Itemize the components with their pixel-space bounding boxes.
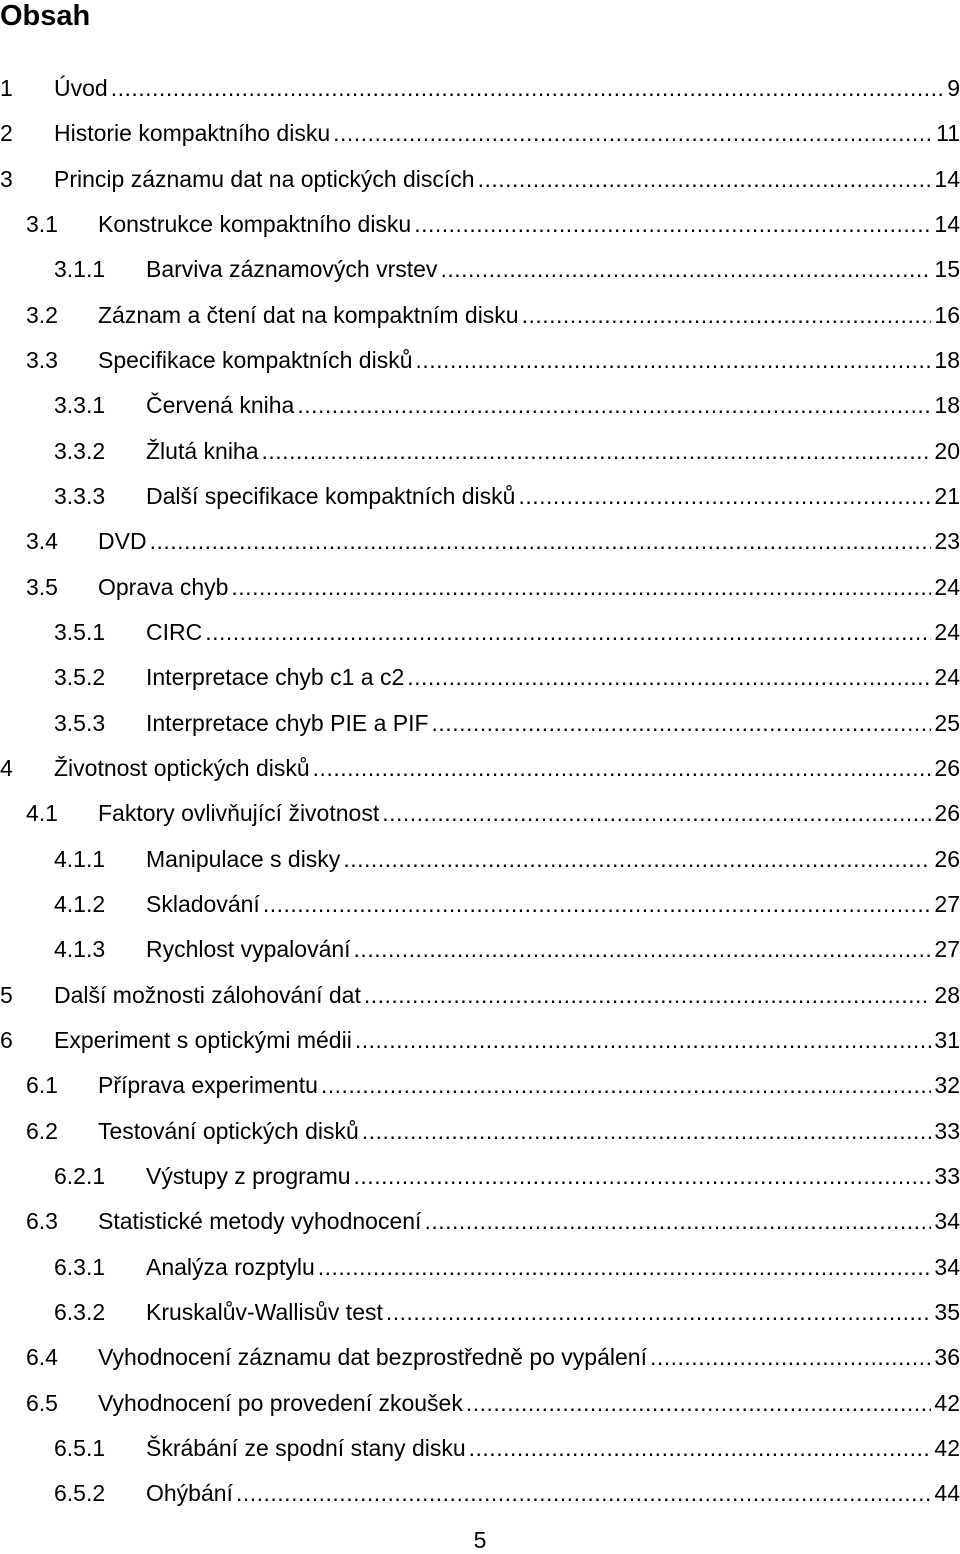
toc-entry	[0, 202, 960, 247]
toc-dot-leader	[650, 1335, 931, 1380]
toc-entry-number: 6	[0, 1026, 13, 1053]
toc-entry-link[interactable]	[98, 202, 960, 247]
toc-dot-leader	[364, 973, 932, 1018]
toc-entry	[0, 746, 960, 791]
toc-entry-title: Další možnosti zálohování dat	[54, 981, 361, 1008]
toc-entry-page: 44	[934, 1480, 960, 1507]
toc-entry-title: Specifikace kompaktních disků	[98, 346, 413, 373]
toc-dot-leader	[313, 746, 932, 791]
toc-entry-number: 6.3.2	[54, 1298, 106, 1325]
toc-entry-title: Oprava chyb	[98, 573, 229, 600]
toc-entry	[0, 927, 960, 972]
toc-entry-number: 3.5.2	[54, 664, 106, 691]
toc-entry-link[interactable]	[54, 157, 960, 202]
toc-entry-title: CIRC	[146, 618, 203, 645]
toc-entry-number: 6.5.2	[54, 1480, 106, 1507]
toc-entry	[0, 1245, 960, 1290]
toc-entry	[0, 973, 960, 1018]
toc-entry-number: 3.1.1	[54, 256, 106, 283]
toc-entry-title: Výstupy z programu	[146, 1162, 351, 1189]
toc-entry-page: 9	[947, 75, 960, 101]
toc-entry	[0, 338, 960, 383]
toc-entry-number: 6.2.1	[54, 1162, 106, 1189]
toc-dot-leader	[469, 1426, 932, 1471]
toc-dot-leader	[355, 1018, 932, 1063]
toc-entry-page: 18	[934, 346, 960, 373]
toc-entry-number: 6.5.1	[54, 1434, 106, 1461]
toc-entry-page: 33	[934, 1117, 960, 1144]
toc-entry	[0, 1199, 960, 1244]
toc-entry-number: 3.5.3	[54, 709, 106, 736]
toc-entry-page: 28	[934, 981, 960, 1008]
toc-entry-title: Rychlost vypalování	[146, 936, 351, 963]
toc-entry-link[interactable]	[98, 1109, 960, 1154]
toc-entry-number: 3.4	[26, 528, 58, 555]
toc-entry-link[interactable]	[146, 1471, 960, 1516]
toc-entry-page: 32	[934, 1072, 960, 1099]
toc-dot-leader	[518, 474, 931, 519]
toc-dot-leader	[343, 837, 931, 882]
page-title: Obsah	[0, 0, 91, 32]
toc-entry-page: 35	[934, 1298, 960, 1325]
table-of-contents	[0, 66, 960, 1517]
toc-entry-link[interactable]	[146, 429, 960, 474]
toc-entry-title: Škrábání ze spodní stany disku	[146, 1434, 466, 1461]
toc-entry	[0, 610, 960, 655]
toc-entry-number: 3.3.1	[54, 392, 106, 419]
toc-entry-number: 5	[0, 981, 13, 1008]
toc-entry-title: Příprava experimentu	[98, 1072, 318, 1099]
toc-entry-title: Vyhodnocení po provedení zkoušek	[98, 1389, 463, 1416]
toc-entry-title: Manipulace s disky	[146, 845, 341, 872]
toc-entry-title: Experiment s optickými médii	[54, 1026, 352, 1053]
toc-entry-page: 24	[934, 618, 960, 645]
toc-entry	[0, 1381, 960, 1426]
toc-entry-link[interactable]	[98, 791, 960, 836]
toc-entry-title: Červená kniha	[146, 392, 295, 419]
toc-entry-title: Princip záznamu dat na optických discích	[54, 165, 475, 192]
toc-entry-title: Testování optických disků	[98, 1117, 359, 1144]
toc-entry-link[interactable]	[54, 66, 960, 111]
toc-entry	[0, 247, 960, 292]
toc-entry	[0, 1335, 960, 1380]
toc-entry	[0, 293, 960, 338]
toc-entry-link[interactable]	[54, 111, 960, 156]
toc-entry-link[interactable]	[98, 519, 960, 564]
toc-entry-page: 24	[934, 664, 960, 691]
toc-entry-link[interactable]	[98, 1199, 960, 1244]
toc-entry-link[interactable]	[146, 1154, 960, 1199]
toc-dot-leader	[111, 66, 945, 111]
toc-entry-number: 2	[0, 120, 13, 147]
toc-entry-page: 14	[934, 210, 960, 237]
toc-entry	[0, 1426, 960, 1471]
toc-entry-number: 3.3	[26, 346, 58, 373]
toc-entry-link[interactable]	[98, 1063, 960, 1108]
toc-entry-number: 6.2	[26, 1117, 58, 1144]
toc-entry-page: 36	[934, 1344, 960, 1371]
toc-entry-title: Záznam a čtení dat na kompaktním disku	[98, 301, 519, 328]
toc-entry-page: 31	[934, 1026, 960, 1053]
toc-entry-title: Faktory ovlivňující životnost	[98, 800, 380, 827]
toc-entry-number: 1	[0, 75, 13, 101]
toc-dot-leader	[386, 1290, 932, 1335]
toc-entry-number: 4.1.1	[54, 845, 106, 872]
toc-entry-page: 20	[934, 437, 960, 464]
toc-entry-title: Statistické metody vyhodnocení	[98, 1208, 422, 1235]
toc-dot-leader	[205, 610, 931, 655]
toc-dot-leader	[478, 157, 932, 202]
toc-entry-number: 3.3.2	[54, 437, 106, 464]
toc-entry-page: 26	[934, 845, 960, 872]
toc-entry	[0, 1471, 960, 1516]
toc-dot-leader	[321, 1063, 932, 1108]
toc-entry-title: Žlutá kniha	[146, 437, 259, 464]
toc-entry-page: 34	[934, 1253, 960, 1280]
toc-entry-title: Konstrukce kompaktního disku	[98, 210, 412, 237]
toc-entry-title: Skladování	[146, 890, 260, 917]
toc-dot-leader	[263, 882, 932, 927]
toc-entry-link[interactable]	[146, 837, 960, 882]
toc-entry	[0, 1154, 960, 1199]
toc-entry-page: 42	[934, 1434, 960, 1461]
toc-entry-link[interactable]	[146, 927, 960, 972]
toc-entry-link[interactable]	[146, 882, 960, 927]
toc-entry	[0, 157, 960, 202]
toc-entry-page: 42	[934, 1389, 960, 1416]
toc-entry-link[interactable]	[98, 338, 960, 383]
toc-entry-number: 6.4	[26, 1344, 58, 1371]
toc-entry-number: 6.3	[26, 1208, 58, 1235]
toc-entry-page: 26	[934, 754, 960, 781]
toc-entry-link[interactable]	[98, 565, 960, 610]
toc-entry-title: Životnost optických disků	[54, 754, 310, 781]
toc-entry-page: 27	[934, 890, 960, 917]
toc-entry	[0, 474, 960, 519]
toc-dot-leader	[236, 1471, 931, 1516]
toc-entry-title: Kruskalův-Wallisův test	[146, 1298, 383, 1325]
toc-dot-leader	[231, 565, 931, 610]
toc-dot-leader	[407, 655, 931, 700]
toc-entry-link[interactable]	[146, 247, 960, 292]
toc-entry-number: 6.1	[26, 1072, 58, 1099]
toc-entry	[0, 1290, 960, 1335]
toc-entry-link[interactable]	[146, 701, 960, 746]
toc-entry-number: 6.3.1	[54, 1253, 106, 1280]
toc-entry	[0, 837, 960, 882]
toc-entry-title: Ohýbání	[146, 1480, 233, 1507]
toc-dot-leader	[416, 338, 932, 383]
toc-entry-title: DVD	[98, 528, 147, 555]
toc-entry-link[interactable]	[98, 1335, 960, 1380]
toc-entry-number: 6.5	[26, 1389, 58, 1416]
toc-entry-title: Barviva záznamových vrstev	[146, 256, 438, 283]
toc-entry-number: 4.1.2	[54, 890, 106, 917]
toc-entry-number: 3.1	[26, 210, 58, 237]
toc-entry-page: 21	[934, 482, 960, 509]
toc-entry-number: 3	[0, 165, 13, 192]
toc-entry	[0, 565, 960, 610]
toc-entry	[0, 111, 960, 156]
toc-dot-leader	[466, 1381, 932, 1426]
toc-entry-page: 11	[936, 120, 960, 147]
toc-entry-page: 14	[934, 165, 960, 192]
toc-entry-link[interactable]	[146, 655, 960, 700]
toc-entry	[0, 519, 960, 564]
toc-dot-leader	[297, 383, 931, 428]
toc-entry-page: 26	[934, 800, 960, 827]
toc-dot-leader	[150, 519, 932, 564]
toc-dot-leader	[522, 293, 932, 338]
toc-entry-link[interactable]	[146, 474, 960, 519]
toc-entry-number: 4.1.3	[54, 936, 106, 963]
toc-entry	[0, 66, 960, 111]
toc-entry-page: 15	[934, 256, 960, 283]
toc-entry-link[interactable]	[146, 610, 960, 655]
toc-entry-page: 27	[934, 936, 960, 963]
toc-entry-title: Historie kompaktního disku	[54, 120, 331, 147]
toc-entry-link[interactable]	[146, 1290, 960, 1335]
toc-entry-number: 3.2	[26, 301, 58, 328]
toc-entry-page: 34	[934, 1208, 960, 1235]
toc-entry	[0, 1109, 960, 1154]
page-number: 5	[473, 1527, 487, 1553]
toc-entry-title: Další specifikace kompaktních disků	[146, 482, 516, 509]
toc-entry-page: 33	[934, 1162, 960, 1189]
toc-dot-leader	[354, 927, 932, 972]
toc-entry-link[interactable]	[146, 1245, 960, 1290]
toc-entry-number: 3.5	[26, 573, 58, 600]
toc-entry-page: 16	[934, 301, 960, 328]
toc-entry-title: Vyhodnocení záznamu dat bezprostředně po vypálení	[98, 1344, 647, 1371]
toc-entry-title: Analýza rozptylu	[146, 1253, 315, 1280]
toc-entry-link[interactable]	[146, 383, 960, 428]
toc-entry-number: 3.5.1	[54, 618, 106, 645]
toc-entry-title: Interpretace chyb PIE a PIF	[146, 709, 429, 736]
toc-entry	[0, 882, 960, 927]
toc-entry-number: 3.3.3	[54, 482, 106, 509]
toc-entry-link[interactable]	[98, 1381, 960, 1426]
toc-entry	[0, 791, 960, 836]
toc-entry	[0, 1018, 960, 1063]
toc-entry-link[interactable]	[54, 746, 960, 791]
toc-entry-page: 23	[934, 528, 960, 555]
toc-dot-leader	[440, 247, 931, 292]
toc-entry-number: 4	[0, 754, 13, 781]
toc-entry-link[interactable]	[146, 1426, 960, 1471]
toc-entry	[0, 429, 960, 474]
toc-dot-leader	[262, 429, 932, 474]
toc-dot-leader	[382, 791, 931, 836]
toc-dot-leader	[333, 111, 933, 156]
toc-entry-link[interactable]	[54, 973, 960, 1018]
toc-dot-leader	[318, 1245, 932, 1290]
toc-entry	[0, 655, 960, 700]
toc-dot-leader	[424, 1199, 931, 1244]
toc-entry-link[interactable]	[98, 293, 960, 338]
toc-entry-number: 4.1	[26, 800, 58, 827]
toc-entry	[0, 1063, 960, 1108]
toc-dot-leader	[354, 1154, 932, 1199]
toc-entry-title: Úvod	[54, 75, 108, 101]
toc-entry	[0, 701, 960, 746]
toc-dot-leader	[414, 202, 931, 247]
toc-entry-page: 18	[934, 392, 960, 419]
toc-entry	[0, 383, 960, 428]
toc-dot-leader	[432, 701, 932, 746]
toc-entry-page: 24	[934, 573, 960, 600]
toc-entry-link[interactable]	[54, 1018, 960, 1063]
toc-entry-title: Interpretace chyb c1 a c2	[146, 664, 405, 691]
toc-dot-leader	[362, 1109, 932, 1154]
toc-entry-page: 25	[934, 709, 960, 736]
